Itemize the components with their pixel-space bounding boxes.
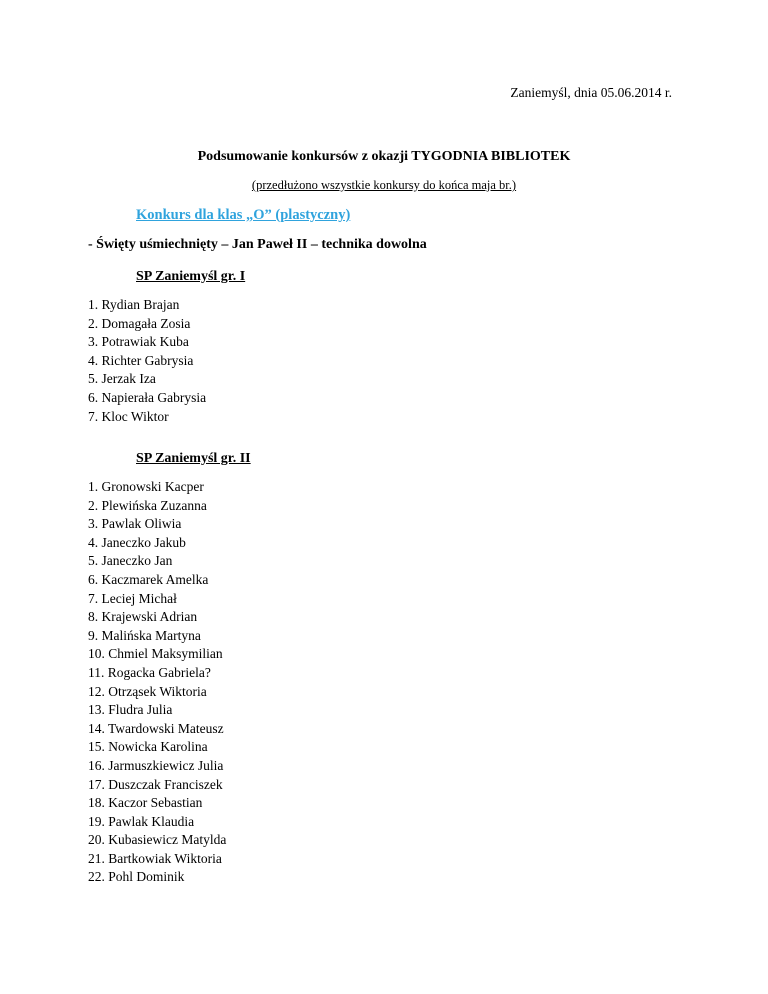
document-subtitle: (przedłużono wszystkie konkursy do końca maja br.) [251, 178, 517, 192]
list-item: 17. Duszczak Franciszek [88, 776, 223, 792]
list-item: 5. Jerzak Iza [88, 371, 156, 387]
list-item: 21. Bartkowiak Wiktoria [88, 850, 222, 866]
list-item: 7. Leciej Michał [88, 590, 177, 606]
list-item: 16. Jarmuszkiewicz Julia [88, 757, 224, 773]
group-2-list [88, 478, 226, 887]
group-heading-1: SP Zaniemyśl gr. I [136, 269, 246, 284]
list-item: 11. Rogacka Gabriela? [88, 664, 211, 680]
group-heading-2: SP Zaniemyśl gr. II [136, 451, 251, 466]
list-item: 6. Kaczmarek Amelka [88, 571, 209, 587]
contest-heading: Konkurs dla klas „O” (plastyczny) [136, 207, 351, 223]
list-item: 18. Kaczor Sebastian [88, 795, 203, 811]
list-item: 1. Rydian Brajan [88, 297, 180, 312]
list-item: 10. Chmiel Maksymilian [88, 646, 223, 662]
list-item: 6. Napierała Gabrysia [88, 389, 207, 405]
list-item: 13. Fludra Julia [88, 702, 173, 718]
document-title: Podsumowanie konkursów z okazji TYGODNIA BIBLIOTEK [197, 149, 571, 164]
list-item: 19. Pawlak Klaudia [88, 813, 195, 829]
list-item: 14. Twardowski Mateusz [88, 720, 224, 736]
list-item: 12. Otrząsek Wiktoria [88, 683, 207, 699]
list-item: 3. Potrawiak Kuba [88, 334, 189, 350]
list-item: 4. Janeczko Jakub [88, 534, 186, 550]
document-date: Zaniemyśl, dnia 05.06.2014 r. [510, 85, 672, 100]
list-item: 1. Gronowski Kacper [88, 479, 204, 494]
list-item: 20. Kubasiewicz Matylda [88, 832, 227, 848]
list-item: 2. Domagała Zosia [88, 315, 191, 331]
list-item: 22. Pohl Dominik [88, 869, 185, 885]
list-item: 3. Pawlak Oliwia [88, 516, 182, 532]
list-item: 15. Nowicka Karolina [88, 739, 208, 755]
list-item: 7. Kloc Wiktor [88, 408, 169, 424]
list-item: 2. Plewińska Zuzanna [88, 497, 207, 513]
list-item: 8. Krajewski Adrian [88, 609, 198, 625]
list-item: 9. Malińska Martyna [88, 627, 201, 643]
group-1-list [88, 296, 206, 426]
list-item: 4. Richter Gabrysia [88, 352, 194, 368]
list-item: 5. Janeczko Jan [88, 553, 173, 569]
contest-theme: - Święty uśmiechnięty – Jan Paweł II – technika dowolna [88, 237, 427, 252]
